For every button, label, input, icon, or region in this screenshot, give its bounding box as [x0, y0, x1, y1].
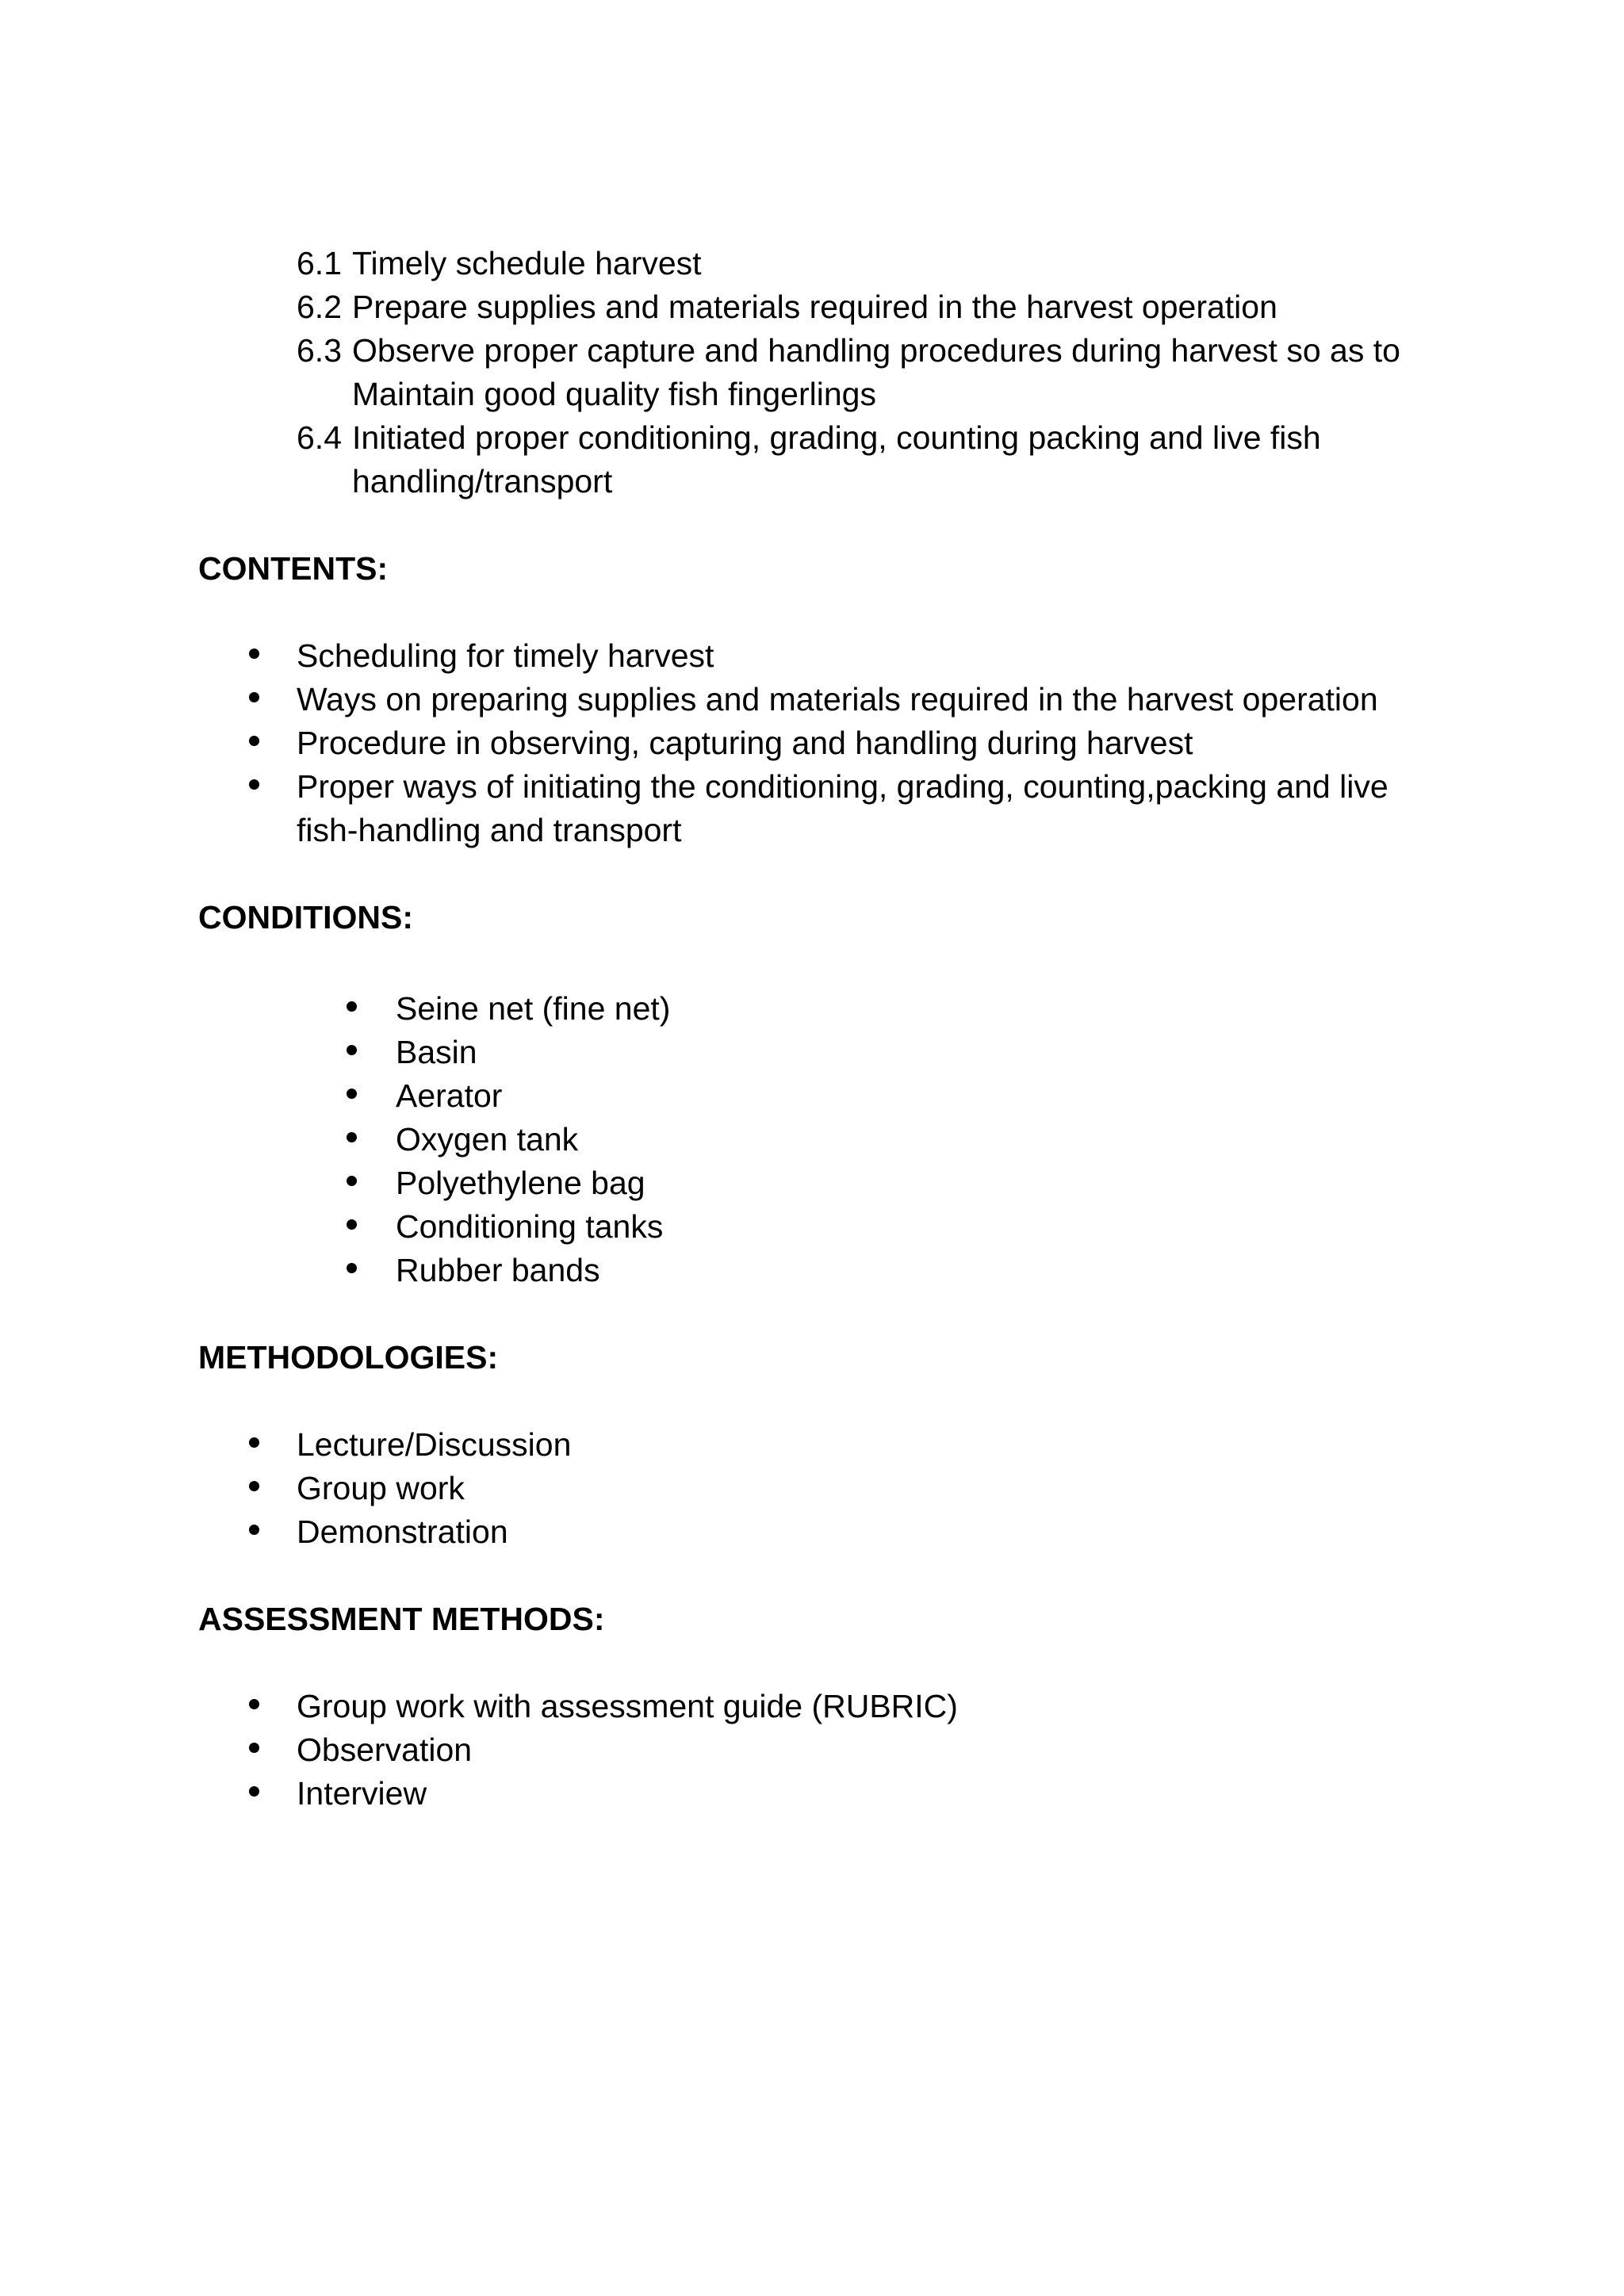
bullet-icon — [347, 1263, 357, 1273]
list-item: Group work — [297, 1470, 465, 1506]
bullet-icon — [347, 1132, 357, 1142]
list-item: Proper ways of initiating the conditioning, grading, counting,packing and live — [297, 768, 1388, 805]
bullet-icon — [249, 1743, 259, 1753]
list-item: Ways on preparing supplies and materials required in the harvest operation — [297, 681, 1378, 718]
bullet-icon — [249, 692, 259, 702]
objective-number: 6.3 — [297, 332, 342, 369]
bullet-icon — [347, 1176, 357, 1186]
contents-heading: CONTENTS: — [198, 550, 389, 587]
list-item: Conditioning tanks — [396, 1208, 664, 1245]
list-item: Basin — [396, 1034, 477, 1070]
objective-text: Observe proper capture and handling procedures during harvest so as to — [352, 332, 1400, 369]
list-item: Rubber bands — [396, 1252, 600, 1288]
bullet-icon — [249, 649, 259, 659]
bullet-icon — [249, 1437, 259, 1448]
objective-text-continued: Maintain good quality fish fingerlings — [352, 376, 876, 412]
list-item: Observation — [297, 1732, 473, 1768]
bullet-icon — [249, 779, 259, 790]
objective-text: Initiated proper conditioning, grading, counting packing and live fish — [352, 419, 1321, 456]
conditions-heading: CONDITIONS: — [198, 899, 414, 936]
list-item: Aerator — [396, 1077, 503, 1114]
assessment-methods-heading: ASSESSMENT METHODS: — [198, 1601, 605, 1637]
list-item: Interview — [297, 1775, 427, 1812]
bullet-icon — [249, 1481, 259, 1491]
bullet-icon — [347, 1045, 357, 1055]
objective-number: 6.1 — [297, 245, 342, 281]
bullet-icon — [347, 1219, 357, 1230]
list-item: Demonstration — [297, 1513, 508, 1550]
methodologies-heading: METHODOLOGIES: — [198, 1339, 499, 1376]
list-item: Lecture/Discussion — [297, 1426, 572, 1463]
bullet-icon — [249, 1786, 259, 1797]
list-item: Seine net (fine net) — [396, 990, 671, 1027]
list-item: Polyethylene bag — [396, 1165, 645, 1201]
list-item: Procedure in observing, capturing and handling during harvest — [297, 725, 1193, 761]
objective-number: 6.4 — [297, 419, 342, 456]
bullet-icon — [249, 1699, 259, 1709]
objective-text: Prepare supplies and materials required in the harvest operation — [352, 289, 1277, 325]
bullet-icon — [347, 1001, 357, 1012]
bullet-icon — [249, 736, 259, 746]
list-item: Scheduling for timely harvest — [297, 637, 714, 674]
objective-text: Timely schedule harvest — [352, 245, 702, 281]
list-item-continued: fish-handling and transport — [297, 812, 682, 848]
objective-number: 6.2 — [297, 289, 342, 325]
objective-text-continued: handling/transport — [352, 463, 613, 499]
bullet-icon — [347, 1089, 357, 1099]
list-item: Group work with assessment guide (RUBRIC) — [297, 1688, 958, 1724]
list-item: Oxygen tank — [396, 1121, 579, 1158]
bullet-icon — [249, 1525, 259, 1535]
